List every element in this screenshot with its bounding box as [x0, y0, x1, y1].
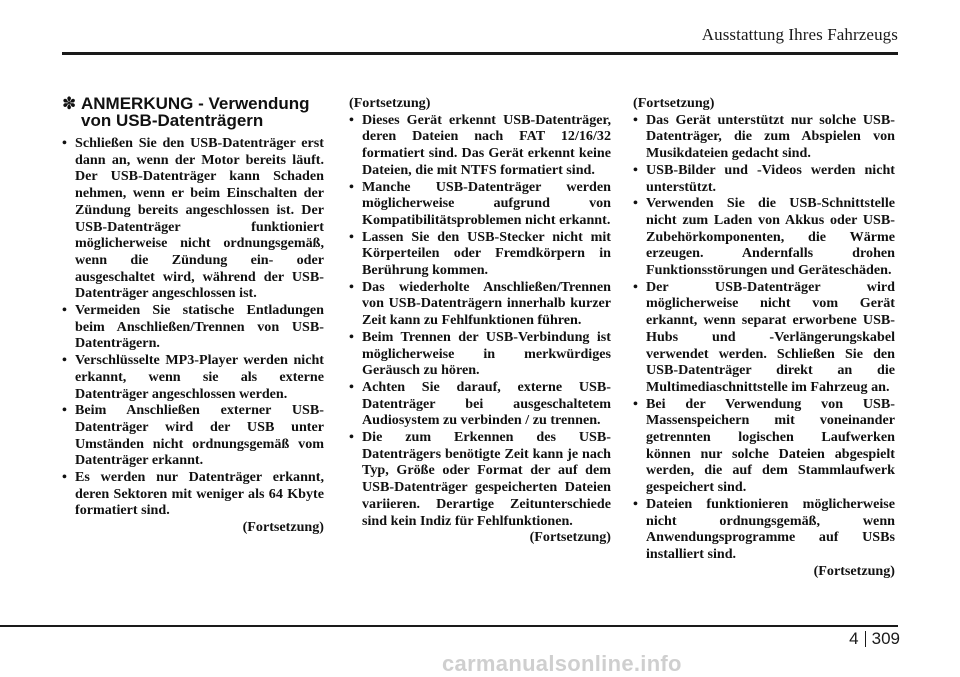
bullet-list	[633, 112, 895, 563]
page-header-title: Ausstattung Ihres Fahrzeugs	[701, 25, 898, 44]
list-item: • Vermeiden Sie statische Entladungen beim Anschließen/Trennen von USB-Datenträgern.	[62, 302, 324, 352]
continued-footer: (Fortsetzung)	[813, 562, 895, 579]
list-item: • Beim Anschließen externer USB-Datenträger wird der USB unter Umständen nicht ordnungsgemäß vom Datenträger erkannt.	[62, 402, 324, 469]
page-number	[849, 629, 900, 649]
bullet-list	[62, 135, 324, 519]
continued-header: (Fortsetzung)	[349, 95, 431, 111]
list-item: • Bei der Verwendung von USB-Massenspeichern mit voneinander getrennten logischen Laufwerken können nur solche Dateien abgespielt werden, die auf dem Stammlaufwerk gespeichert sind.	[633, 396, 895, 496]
page-number-separator	[865, 631, 866, 647]
list-item: • Dateien funktionieren möglicherweise nicht ordnungsgemäß, wenn Anwendungsprogramme auf USBs installiert sind.	[633, 496, 895, 563]
column-2	[349, 95, 611, 546]
note-heading	[62, 95, 324, 129]
list-item: • Die zum Erkennen des USB-Datenträgers benötigte Zeit kann je nach Typ, Größe oder Format der auf dem USB-Datenträger gespeicherten Dateien variieren. Derartige Zeitunterschiede sind kein Indiz für Fehlfunktionen.	[349, 429, 611, 529]
list-item: • Verschlüsselte MP3-Player werden nicht erkannt, wenn sie als externe Datenträger angeschlossen werden.	[62, 352, 324, 402]
watermark: carmanualsonline.info	[442, 651, 682, 676]
list-item: • Achten Sie darauf, externe USB-Datenträger bei ausgeschaltetem Audiosystem zu verbinden / zu trennen.	[349, 379, 611, 429]
list-item: • Manche USB-Datenträger werden möglicherweise aufgrund von Kompatibilitätsproblemen nicht erkannt.	[349, 179, 611, 229]
note-star-icon: ✽	[62, 94, 77, 113]
continued-footer: (Fortsetzung)	[529, 529, 611, 546]
list-item: • Der USB-Datenträger wird möglicherweise nicht vom Gerät erkannt, wenn separat erworbene USB-Hubs und -Verlängerungskabel verwendet werden. Schließen Sie den USB-Datenträger direkt an die Multimediaschnittstelle im Fahrzeug an.	[633, 279, 895, 396]
list-item: • Verwenden Sie die USB-Schnittstelle nicht zum Laden von Akkus oder USB-Zubehörkomponenten, die Wärme erzeugen. Andernfalls drohen Funktionsstörungen und Geräteschäden.	[633, 195, 895, 279]
header-divider	[62, 52, 898, 55]
continued-header: (Fortsetzung)	[633, 95, 715, 111]
list-item: • Das Gerät unterstützt nur solche USB-Datenträger, die zum Abspielen von Musikdateien gedacht sind.	[633, 112, 895, 162]
column-3	[633, 95, 895, 579]
list-item: • USB-Bilder und -Videos werden nicht unterstützt.	[633, 162, 895, 195]
page-number-value: 309	[871, 629, 900, 648]
footer-divider	[0, 625, 898, 627]
column-1	[62, 95, 324, 536]
list-item: • Lassen Sie den USB-Stecker nicht mit Körperteilen oder Fremdkörpern in Berührung kommen.	[349, 229, 611, 279]
bullet-list	[349, 112, 611, 530]
note-heading-text: ANMERKUNG - Verwendung von USB-Datenträgern	[81, 94, 310, 130]
list-item: • Das wiederholte Anschließen/Trennen von USB-Datenträgern innerhalb kurzer Zeit kann zu Fehlfunktionen führen.	[349, 279, 611, 329]
list-item: • Beim Trennen der USB-Verbindung ist möglicherweise in merkwürdiges Geräusch zu hören.	[349, 329, 611, 379]
list-item: • Schließen Sie den USB-Datenträger erst dann an, wenn der Motor bereits läuft. Der USB-Datenträger kann Schaden nehmen, wenn er beim Einschalten der Zündung bereits angeschlossen ist. Der USB-Datenträger funktioniert möglicherweise nicht ordnungsgemäß, wenn die Zündung ein- oder ausgeschaltet wird, während der USB-Datenträger angeschlossen ist.	[62, 135, 324, 302]
chapter-number: 4	[849, 629, 859, 648]
list-item: • Es werden nur Datenträger erkannt, deren Sektoren mit weniger als 64 Kbyte formatiert sind.	[62, 469, 324, 519]
list-item: • Dieses Gerät erkennt USB-Datenträger, deren Dateien nach FAT 12/16/32 formatiert sind. Das Gerät erkennt keine Dateien, die mit NTFS formatiert sind.	[349, 112, 611, 179]
continued-footer: (Fortsetzung)	[242, 519, 324, 536]
